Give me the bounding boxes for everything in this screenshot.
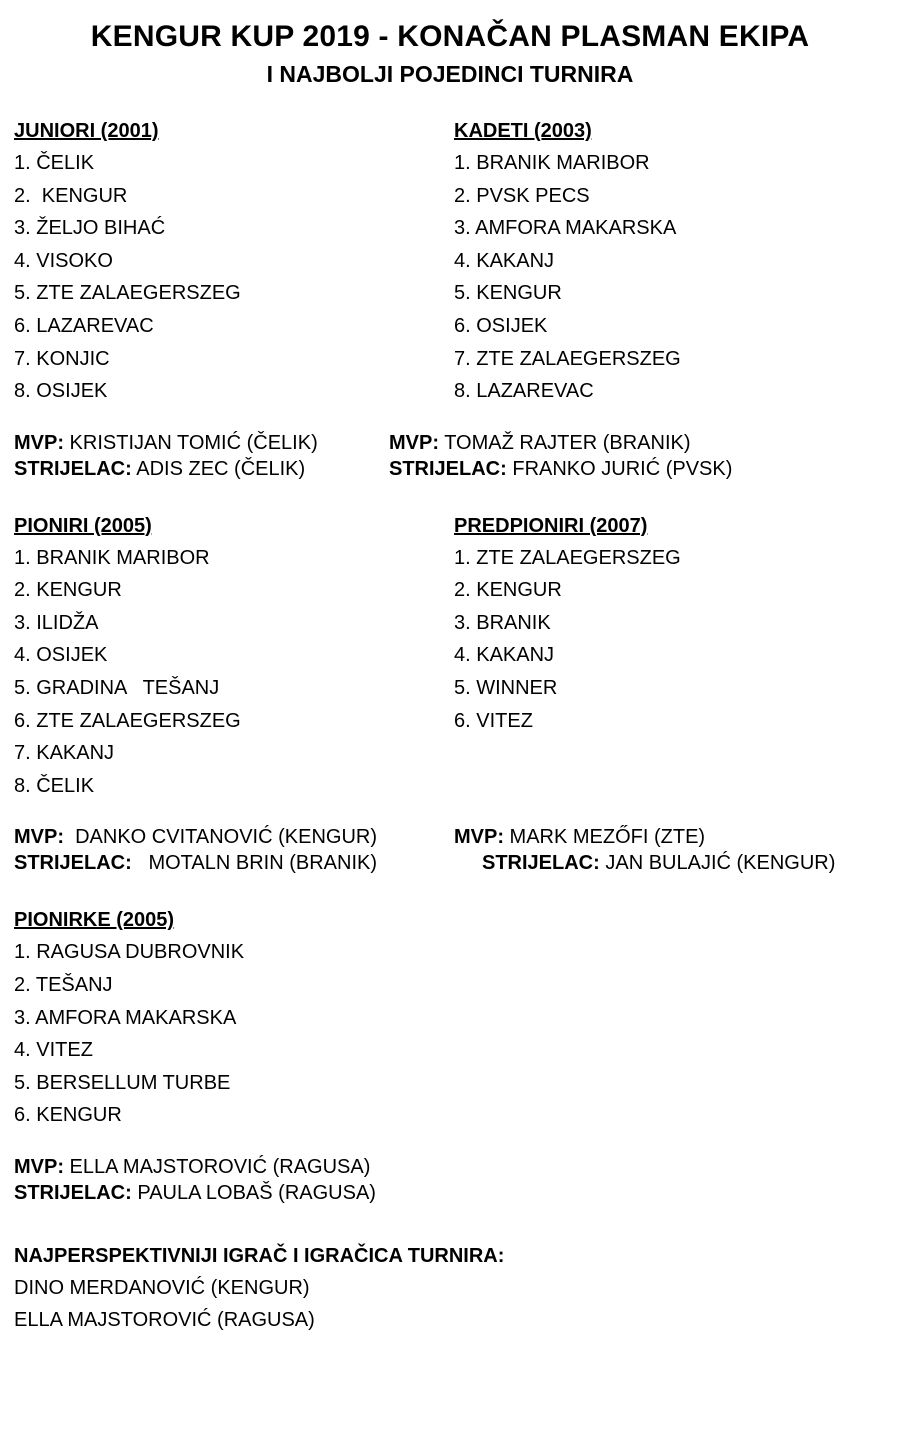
mvp-label: MVP: [389,431,439,454]
list-item: 3. ŽELJO BIHAĆ [14,217,166,240]
mvp-value: MARK MEZŐFI (ZTE) [504,826,706,849]
category-juniori [14,121,454,408]
category-heading: PIONIRI (2005) [14,514,152,537]
list-item: 6. VITEZ [454,709,533,732]
mvp-line [14,1154,886,1180]
list-item: 4. KAKANJ [454,644,555,667]
list-item: 1. BRANIK MARIBOR [14,546,210,569]
list-item: 7. ZTE ZALAEGERSZEG [454,347,681,370]
ranking-list [14,936,454,1132]
list-item: 3. AMFORA MAKARSKA [14,1006,237,1029]
ranking-list [454,147,894,408]
mvp-value: TOMAŽ RAJTER (BRANIK) [439,431,691,454]
list-item: 5. WINNER [454,677,558,700]
scorer-line [14,1180,886,1206]
list-item: 2. KENGUR [454,579,562,602]
mvp-label: MVP: [454,826,504,849]
ranking-list [454,542,894,738]
awards-predpioniri [454,824,886,876]
scorer-line [454,850,886,876]
mvp-value: KRISTIJAN TOMIĆ (ČELIK) [64,431,318,454]
scorer-value: JAN BULAJIĆ (KENGUR) [599,852,836,875]
scorer-value: ADIS ZEC (ČELIK) [131,457,306,480]
category-heading: KADETI (2003) [454,119,592,142]
scorer-label: STRIJELAC: [14,1182,132,1204]
scorer-value: PAULA LOBAŠ (RAGUSA) [131,1182,376,1204]
list-item: 6. ZTE ZALAEGERSZEG [14,709,241,732]
list-item: 2. TEŠANJ [14,974,113,997]
list-item: 1. BRANIK MARIBOR [454,151,650,174]
list-item: 3. BRANIK [454,611,551,634]
list-item: 6. OSIJEK [454,314,548,337]
most-promising-heading: NAJPERSPEKTIVNIJI IGRAČ I IGRAČICA TURNIRA: [14,1245,505,1267]
most-promising-player: DINO MERDANOVIĆ (KENGUR) [14,1277,310,1299]
list-item: 5. KENGUR [454,282,562,305]
ranking-list [14,147,454,408]
category-pioniri [14,516,454,803]
list-item: 5. GRADINA TEŠANJ [14,677,220,700]
category-heading: PREDPIONIRI (2007) [454,514,648,537]
standings-row-3 [14,910,886,1132]
list-item: 7. KAKANJ [14,742,115,765]
list-item: 1. ČELIK [14,151,95,174]
category-kadeti [454,121,894,408]
scorer-label: STRIJELAC: [14,852,132,875]
list-item: 3. AMFORA MAKARSKA [454,217,677,240]
most-promising-player-female: ELLA MAJSTOROVIĆ (RAGUSA) [14,1309,315,1331]
scorer-value: MOTALN BRIN (BRANIK) [131,852,378,875]
category-pionirke [14,910,454,1132]
scorer-label: STRIJELAC: [389,457,507,480]
mvp-line [454,824,886,850]
list-item: 5. BERSELLUM TURBE [14,1071,231,1094]
list-item: 7. KONJIC [14,347,110,370]
awards-pionirke [14,1154,886,1206]
category-predpioniri [454,516,894,738]
mvp-value: DANKO CVITANOVIĆ (KENGUR) [64,826,377,849]
standings-row-2 [14,516,886,803]
list-item: 3. ILIDŽA [14,611,99,634]
scorer-value: FRANKO JURIĆ (PVSK) [506,457,733,480]
mvp-label: MVP: [14,431,64,454]
list-item: 6. LAZAREVAC [14,314,154,337]
list-item: 8. OSIJEK [14,380,108,403]
mvp-label: MVP: [14,1156,64,1178]
list-item: 4. KAKANJ [454,249,555,272]
standings-row-1 [14,121,886,408]
mvp-line [14,824,454,850]
scorer-label: STRIJELAC: [482,852,600,875]
category-heading: PIONIRKE (2005) [14,909,175,932]
awards-row-1 [14,430,886,482]
list-item: 4. OSIJEK [14,644,108,667]
list-item: 4. VISOKO [14,249,113,272]
list-item: 4. VITEZ [14,1039,93,1062]
mvp-label: MVP: [14,826,64,849]
category-heading: JUNIORI (2001) [14,119,159,142]
most-promising-section [14,1240,886,1336]
list-item: 2. KENGUR [14,579,122,602]
scorer-label: STRIJELAC: [14,457,132,480]
scorer-line [14,456,389,482]
list-item: 2. KENGUR [14,184,128,207]
awards-juniori [14,430,389,482]
list-item: 2. PVSK PECS [454,184,590,207]
awards-pioniri [14,824,454,876]
list-item: 8. ČELIK [14,774,95,797]
scorer-line [389,456,886,482]
ranking-list [14,542,454,803]
page-subtitle: I NAJBOLJI POJEDINCI TURNIRA [266,60,634,87]
awards-kadeti [389,430,886,482]
mvp-value: ELLA MAJSTOROVIĆ (RAGUSA) [64,1156,371,1178]
list-item: 1. ZTE ZALAEGERSZEG [454,546,681,569]
list-item: 5. ZTE ZALAEGERSZEG [14,282,241,305]
awards-row-2 [14,824,886,876]
scorer-line [14,850,454,876]
mvp-line [14,430,389,456]
page-title: KENGUR KUP 2019 - KONAČAN PLASMAN EKIPA [90,20,810,53]
list-item: 8. LAZAREVAC [454,380,594,403]
mvp-line [389,430,886,456]
list-item: 1. RAGUSA DUBROVNIK [14,941,245,964]
list-item: 6. KENGUR [14,1104,122,1127]
